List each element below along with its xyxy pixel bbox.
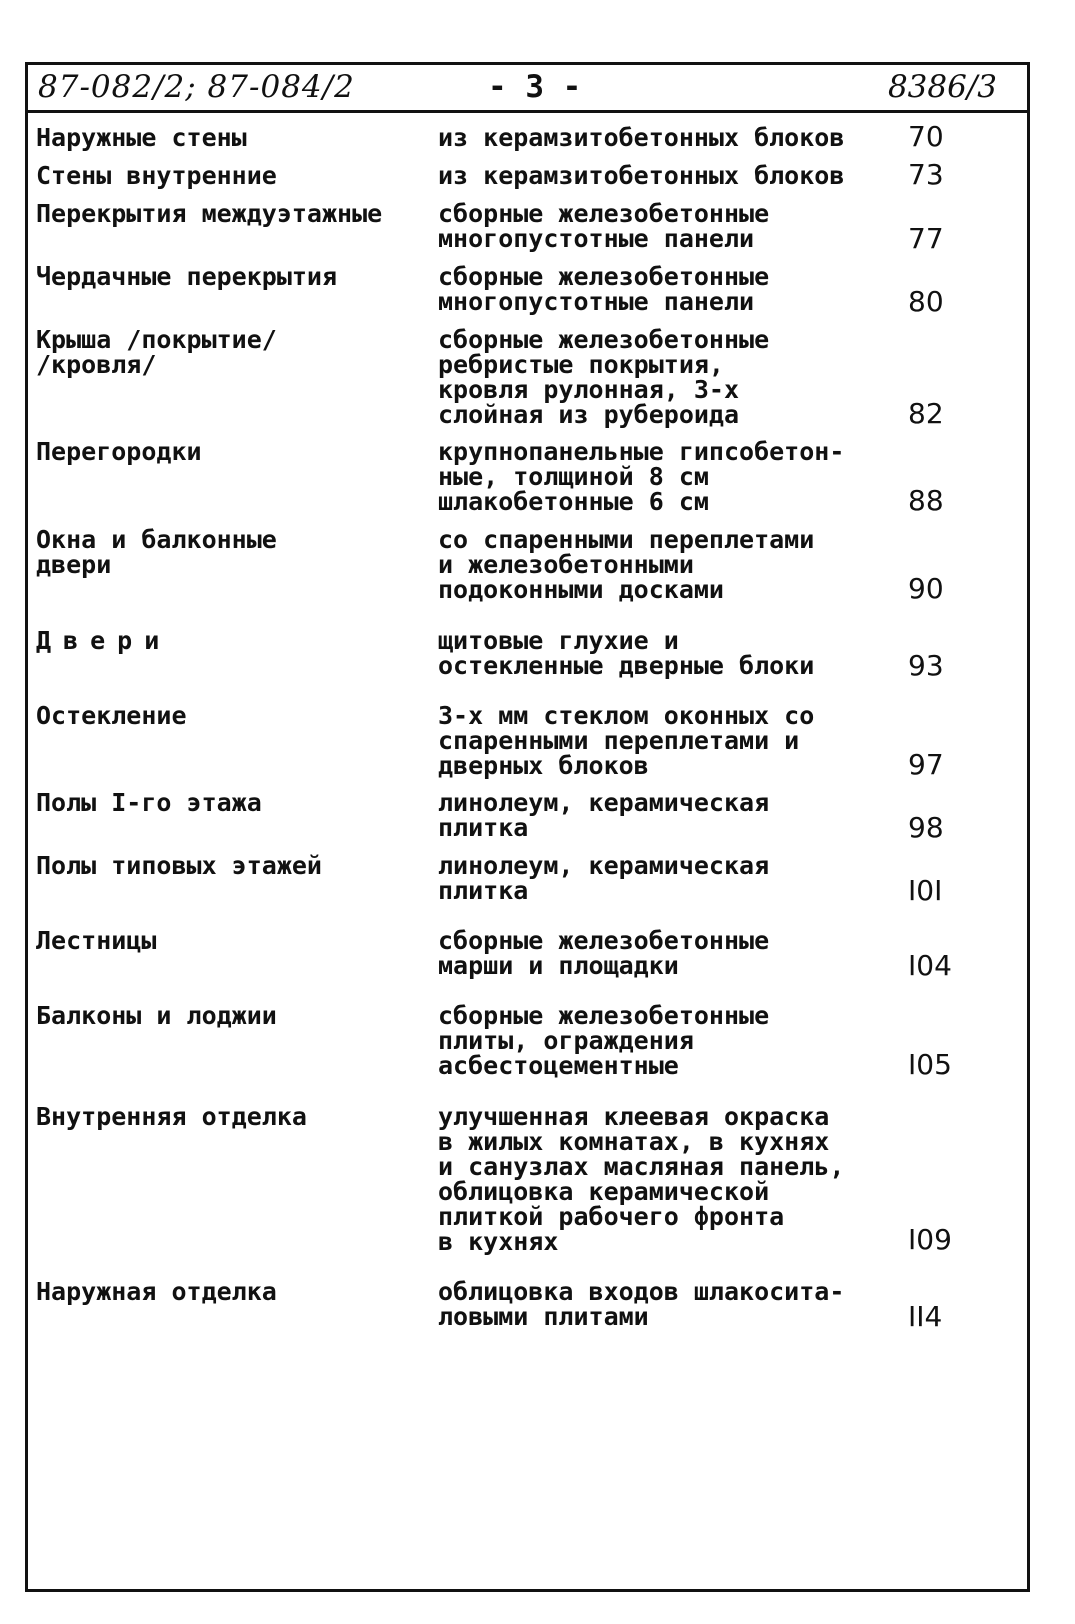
row-item: Наружные стены: [36, 123, 247, 152]
row-item: Окна и балконные двери: [36, 525, 277, 579]
row-description: линолеум, керамическая плитка: [438, 788, 770, 842]
row-page: I0I: [908, 874, 943, 907]
row-item: Перекрытия междуэтажные: [36, 199, 383, 228]
page-header: [28, 65, 1027, 113]
row-page: 82: [908, 397, 944, 430]
row-description: облицовка входов шлакосита- ловыми плитами: [438, 1277, 845, 1331]
row-page: 70: [908, 120, 944, 153]
row-description: сборные железобетонные многопустотные панели: [438, 262, 770, 316]
row-description: из керамзитобетонных блоков: [438, 161, 845, 190]
row-item: Перегородки: [36, 437, 202, 466]
row-description: улучшенная клеевая окраска в жилых комнатах, в кухнях и санузлах масляная панель, облицовка керамической плиткой рабочего фронта в кухнях: [438, 1102, 845, 1256]
row-description: 3-х мм стеклом оконных со спаренными переплетами и дверных блоков: [438, 701, 815, 780]
document-sheet: [25, 62, 1030, 1592]
header-left-code: 87-082/2; 87-084/2: [38, 69, 355, 105]
row-description: из керамзитобетонных блоков: [438, 123, 845, 152]
row-page: 77: [908, 222, 944, 255]
row-page: 93: [908, 649, 944, 682]
row-item: Лестницы: [36, 926, 157, 955]
row-item: Чердачные перекрытия: [36, 262, 338, 291]
row-item: Внутренняя отделка: [36, 1102, 307, 1131]
row-description: сборные железобетонные ребристые покрытия, кровля рулонная, 3-х слойная из рубероида: [438, 325, 770, 429]
row-item: Стены внутренние: [36, 161, 277, 190]
row-item: Балконы и лоджии: [36, 1001, 277, 1030]
row-description: щитовые глухие и остекленные дверные блоки: [438, 626, 815, 680]
row-item: Наружная отделка: [36, 1277, 277, 1306]
row-page: 98: [908, 811, 944, 844]
row-page: I05: [908, 1048, 952, 1081]
row-page: 80: [908, 285, 944, 318]
row-description: сборные железобетонные многопустотные панели: [438, 199, 770, 253]
row-page: I04: [908, 949, 952, 982]
row-description: сборные железобетонные марши и площадки: [438, 926, 770, 980]
row-page: 90: [908, 572, 944, 605]
header-right-code: 8386/3: [887, 69, 997, 105]
row-page: II4: [908, 1300, 943, 1333]
row-description: линолеум, керамическая плитка: [438, 851, 770, 905]
row-page: 73: [908, 158, 944, 191]
header-page-number: - 3 -: [488, 69, 582, 105]
row-item: Полы типовых этажей: [36, 851, 322, 880]
row-page: I09: [908, 1223, 952, 1256]
row-page: 88: [908, 484, 944, 517]
row-description: со спаренными переплетами и железобетонными подоконными досками: [438, 525, 815, 604]
row-item: Полы I-го этажа: [36, 788, 262, 817]
row-page: 97: [908, 748, 944, 781]
row-description: крупнопанельные гипсобетон- ные, толщиной 8 см шлакобетонные 6 см: [438, 437, 845, 516]
row-item: Остекление: [36, 701, 187, 730]
row-item: Двери: [36, 626, 172, 655]
row-item: Крыша /покрытие/ /кровля/: [36, 325, 277, 379]
row-description: сборные железобетонные плиты, ограждения асбестоцементные: [438, 1001, 770, 1080]
